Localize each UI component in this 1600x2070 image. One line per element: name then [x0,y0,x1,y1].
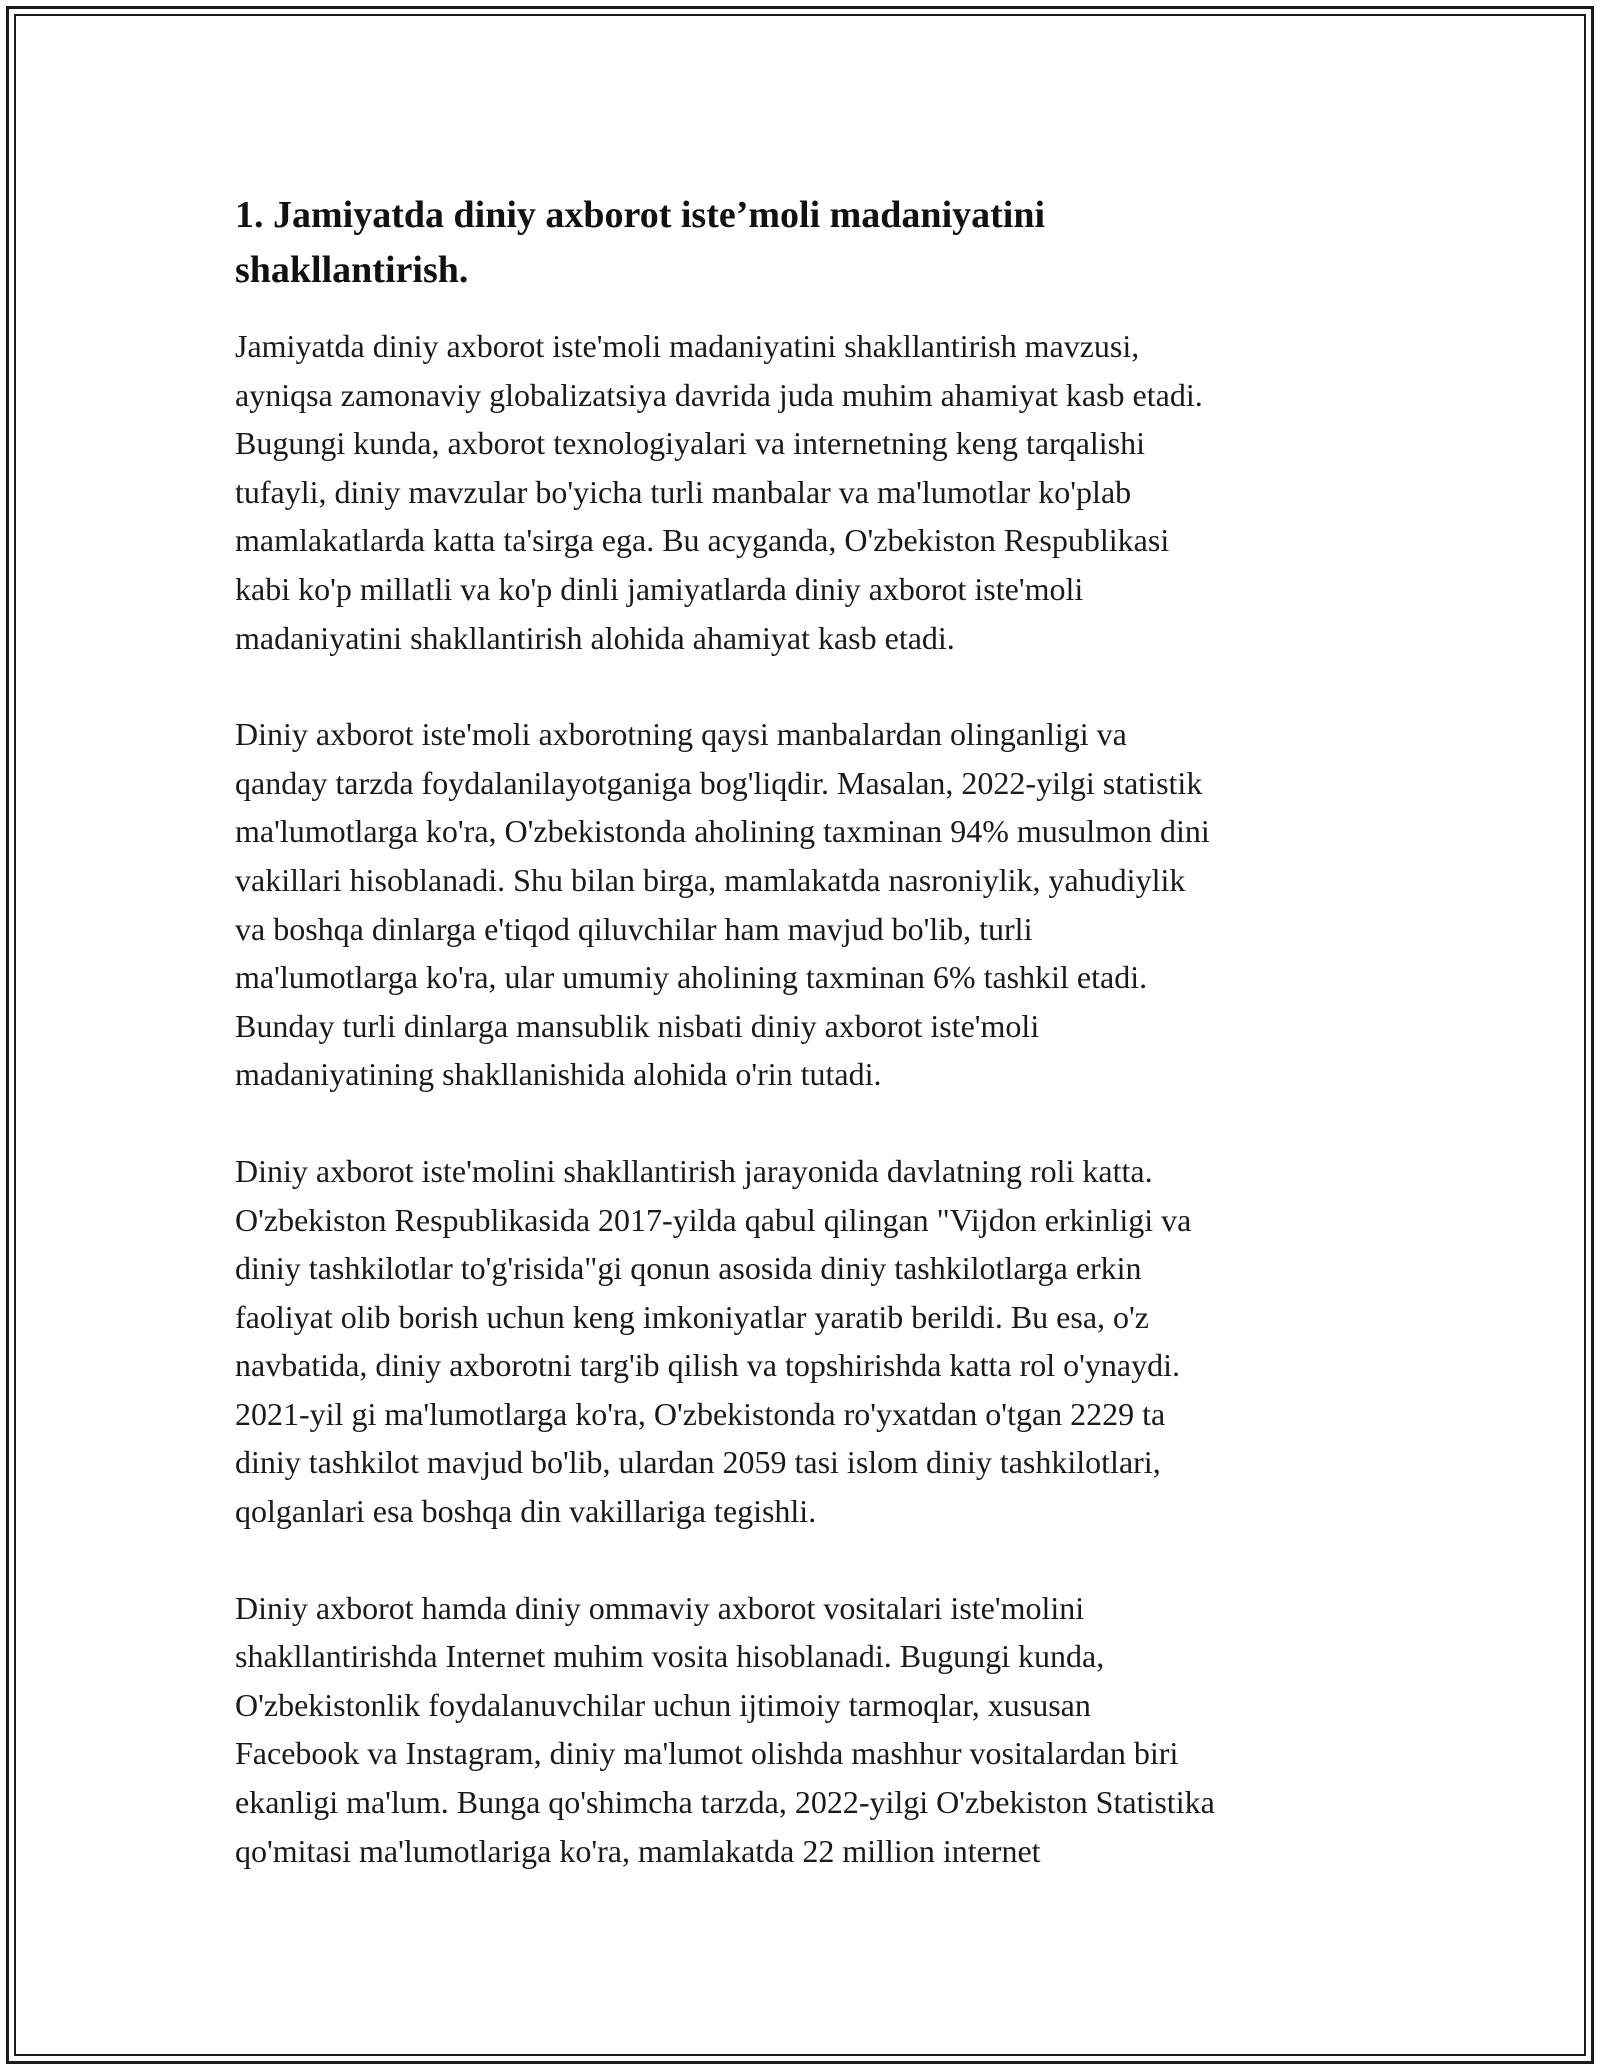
text-line: diniy tashkilotlar to'g'risida"gi qonun asosida diniy tashkilotlarga erkin [235,1250,1142,1287]
text-line: Diniy axborot iste'moli axborotning qaysi manbalardan olinganligi va [235,716,1127,753]
document-content [235,188,1365,1875]
text-line: ma'lumotlarga ko'ra, ular umumiy aholining taxminan 6% tashkil etadi. [235,959,1148,996]
text-line: ma'lumotlarga ko'ra, O'zbekistonda aholining taxminan 94% musulmon dini [235,813,1210,850]
heading-line: 1. Jamiyatda diniy axborot iste’moli madaniyatini [235,194,1046,236]
paragraph-2 [235,710,1365,1099]
text-line: shakllantirishda Internet muhim vosita hisoblanadi. Bugungi kunda, [235,1638,1105,1675]
text-line: tufayli, diniy mavzular bo'yicha turli manbalar va ma'lumotlar ko'plab [235,473,1132,510]
text-line: O'zbekistonlik foydalanuvchilar uchun ijtimoiy tarmoqlar, xususan [235,1686,1091,1723]
paragraph-3 [235,1147,1365,1536]
text-line: navbatida, diniy axborotni targ'ib qilish va topshirishda katta rol o'ynaydi. [235,1347,1180,1384]
text-line: Bugungi kunda, axborot texnologiyalari va internetning keng tarqalishi [235,425,1146,462]
text-line: vakillari hisoblanadi. Shu bilan birga, mamlakatda nasroniylik, yahudiylik [235,861,1186,898]
text-line: madaniyatining shakllanishida alohida o'rin tutadi. [235,1056,882,1093]
heading-line: shakllantirish. [235,249,469,291]
text-line: Jamiyatda diniy axborot iste'moli madaniyatini shakllantirish mavzusi, [235,328,1140,364]
section-heading [235,188,1365,298]
text-line: qolganlari esa boshqa din vakillariga tegishli. [235,1493,817,1530]
text-line: Bunday turli dinlarga mansublik nisbati diniy axborot iste'moli [235,1007,1040,1044]
text-line: kabi ko'p millatli va ko'p dinli jamiyatlarda diniy axborot iste'moli [235,570,1084,607]
text-line: ayniqsa zamonaviy globalizatsiya davrida juda muhim ahamiyat kasb etadi. [235,376,1203,413]
text-line: faoliyat olib borish uchun keng imkoniyatlar yaratib berildi. Bu esa, o'z [235,1298,1149,1335]
text-line: diniy tashkilot mavjud bo'lib, ulardan 2059 tasi islom diniy tashkilotlari, [235,1444,1161,1481]
paragraph-4 [235,1584,1365,1876]
text-line: qo'mitasi ma'lumotlariga ko'ra, mamlakatda 22 million internet [235,1832,1041,1869]
text-line: Diniy axborot iste'molini shakllantirish jarayonida davlatning roli katta. [235,1152,1153,1189]
text-line: 2021-yil gi ma'lumotlarga ko'ra, O'zbekistonda ro'yxatdan o'tgan 2229 ta [235,1395,1166,1432]
text-line: mamlakatlarda katta ta'sirga ega. Bu acyganda, O'zbekiston Respublikasi [235,522,1170,559]
text-line: madaniyatini shakllantirish alohida ahamiyat kasb etadi. [235,619,955,656]
text-line: va boshqa dinlarga e'tiqod qiluvchilar ham mavjud bo'lib, turli [235,910,1033,947]
text-line: qanday tarzda foydalanilayotganiga bog'liqdir. Masalan, 2022-yilgi statistik [235,764,1203,801]
text-line: ekanligi ma'lum. Bunga qo'shimcha tarzda, 2022-yilgi O'zbekiston Statistika [235,1784,1215,1821]
paragraph-1 [235,322,1365,662]
text-line: Facebook va Instagram, diniy ma'lumot olishda mashhur vositalardan biri [235,1735,1179,1772]
text-line: Diniy axborot hamda diniy ommaviy axborot vositalari iste'molini [235,1589,1085,1626]
text-line: O'zbekiston Respublikasida 2017-yilda qabul qilingan "Vijdon erkinligi va [235,1201,1192,1238]
